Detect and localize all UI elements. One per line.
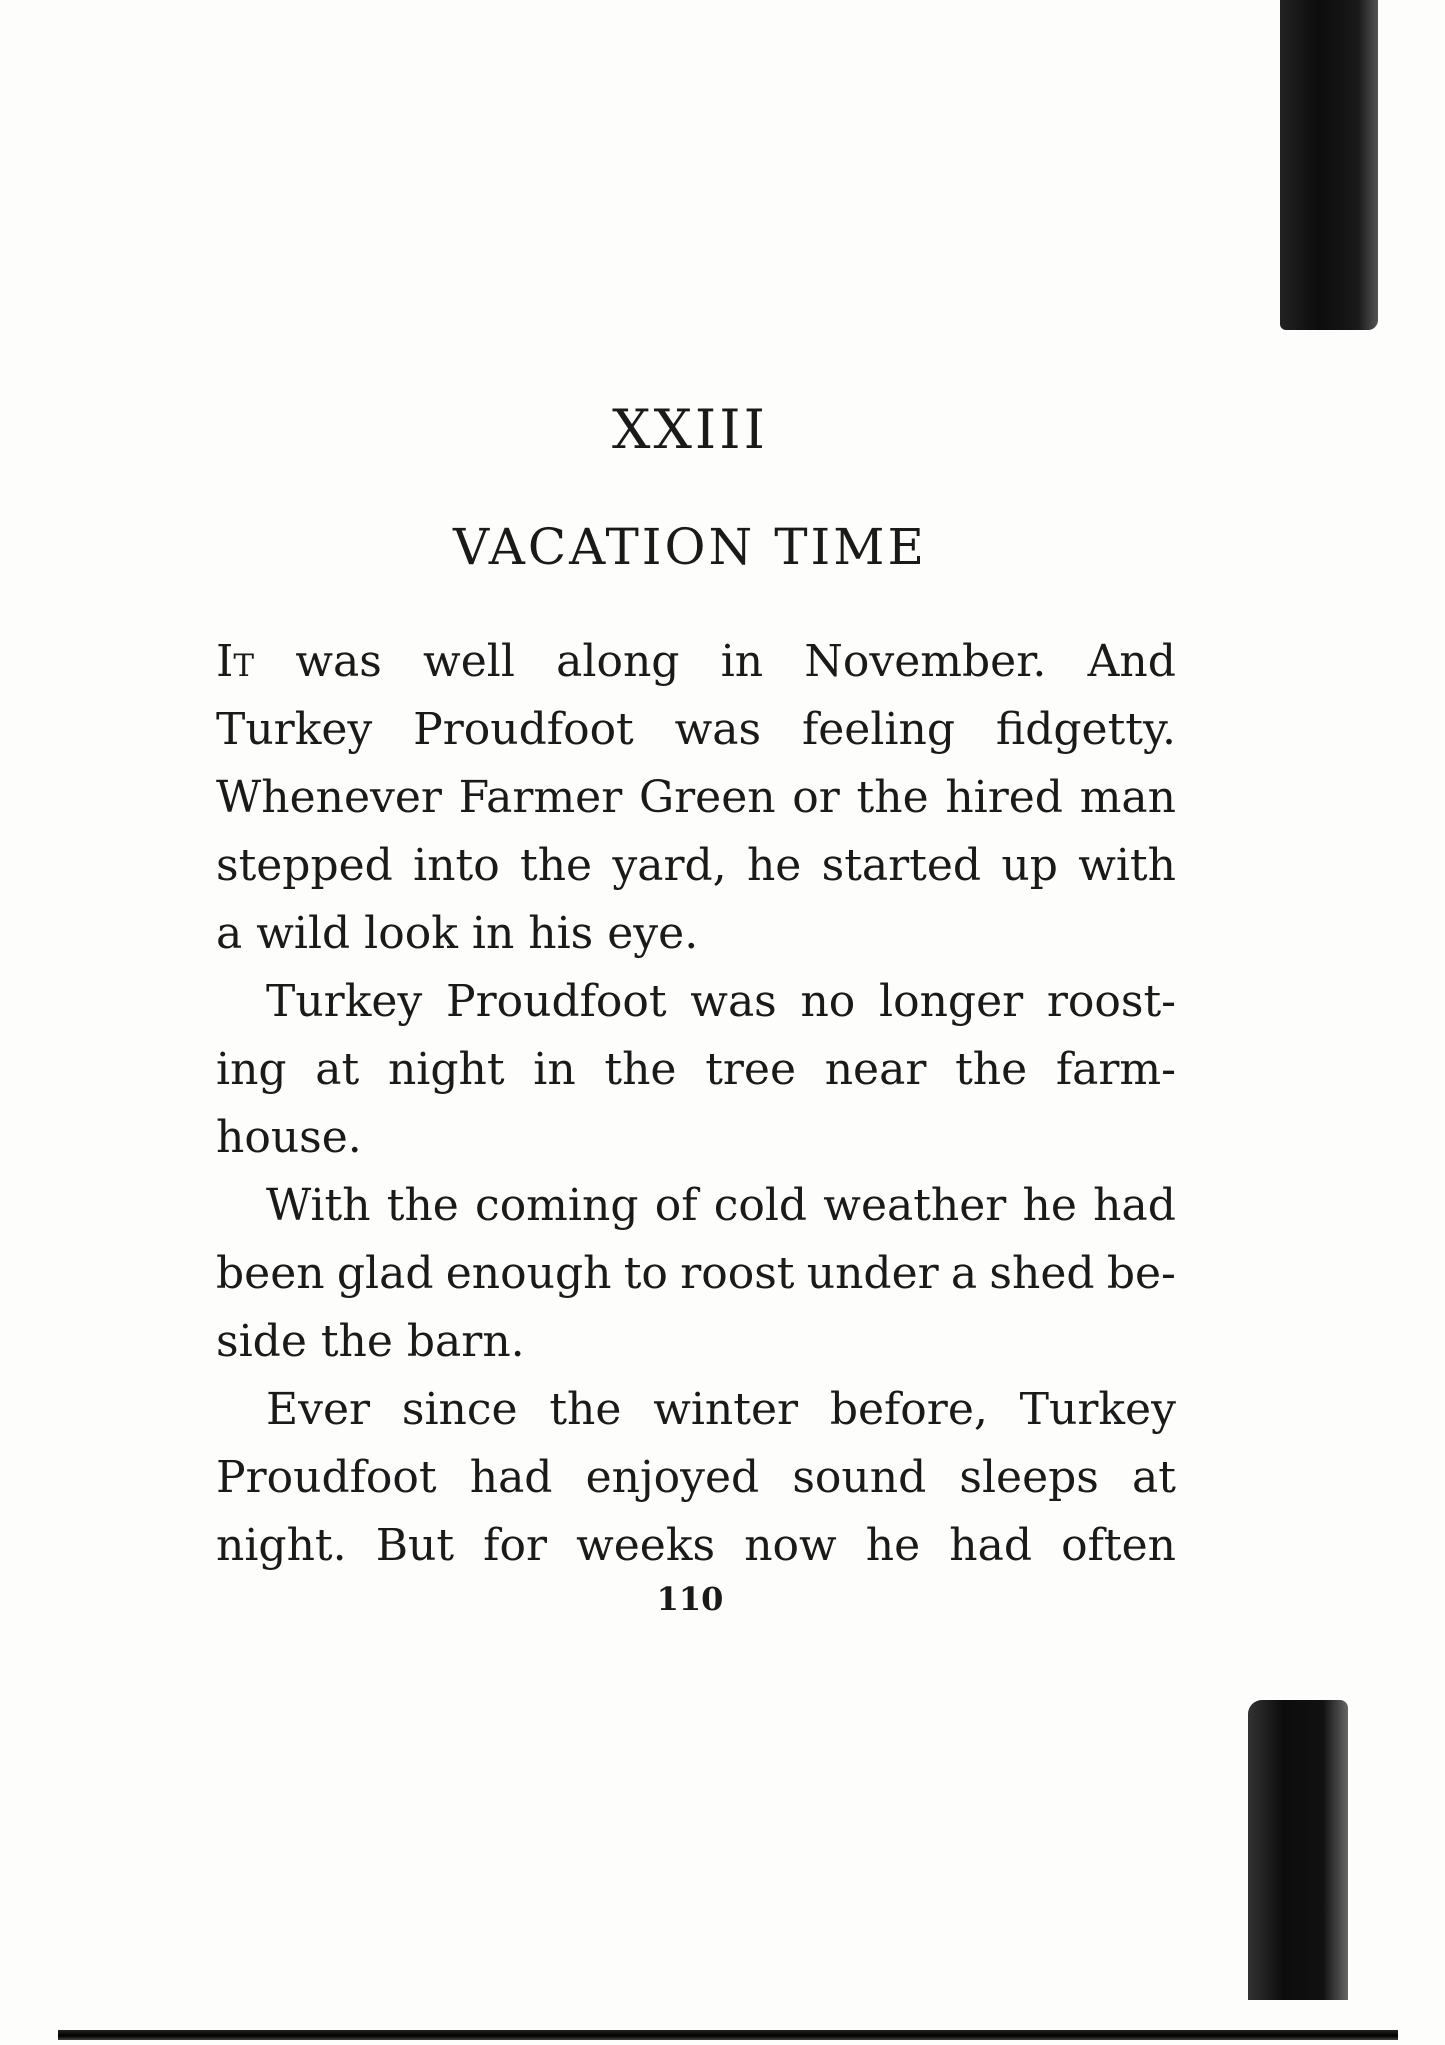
word: or [792,772,840,823]
paragraph [216,1172,1176,1376]
text-line [216,764,1176,832]
word: the [955,1044,1028,1095]
word: And [1087,636,1176,687]
word: ing [216,1044,287,1095]
word: into [413,840,500,891]
word: enough [445,1248,612,1299]
word: in [533,1044,576,1095]
word: now [744,1520,837,1571]
word: cold [713,1180,808,1231]
word: had [1093,1180,1176,1231]
word: Turkey [266,976,423,1027]
word: Green [638,772,776,823]
word: night [387,1044,505,1095]
word: With [266,1180,371,1231]
text-line [216,1036,1176,1104]
word: coming [475,1180,639,1231]
word: shed [989,1248,1095,1299]
page-number: 110 [656,1580,724,1618]
word: Turkey [1019,1384,1176,1435]
word: stepped [216,840,393,891]
text-line [216,1172,1176,1240]
word: the [386,1180,459,1231]
paragraph [216,628,1176,968]
word: for [483,1520,547,1571]
word: yard, [612,840,727,891]
word: the [549,1384,622,1435]
word: man [1079,772,1176,823]
word: of [654,1180,698,1231]
text-line [216,968,1176,1036]
word: roost- [1046,976,1176,1027]
word: well [423,636,515,687]
text-line [216,696,1176,764]
word: since [401,1384,518,1435]
word: roost [680,1248,795,1299]
word: at [315,1044,360,1095]
word: the [520,840,593,891]
word: fidgetty. [995,704,1176,755]
word: with [1078,840,1176,891]
word: But [375,1520,455,1571]
text-line: a wild look in his eye. [216,908,699,959]
text-line [216,1240,1176,1308]
word: was [690,976,777,1027]
word: farm- [1055,1044,1176,1095]
word: sound [792,1452,927,1503]
word: the [604,1044,677,1095]
word: often [1061,1520,1176,1571]
word: enjoyed [585,1452,760,1503]
word: longer [879,976,1024,1027]
word: under [806,1248,939,1299]
word: he [865,1520,921,1571]
scan-edge-shadow-bottom [1248,1700,1348,2000]
word: night. [216,1520,347,1571]
word: been [216,1248,325,1299]
word: Proudfoot [216,1452,437,1503]
text-line [216,1444,1176,1512]
word: at [1132,1452,1176,1503]
word: weeks [576,1520,716,1571]
word: no [800,976,856,1027]
word: to [623,1248,668,1299]
word: up [1001,840,1058,891]
word: feeling [801,704,955,755]
word: Whenever [216,772,442,823]
word: weather [823,1180,1007,1231]
text-line: house. [216,1112,362,1163]
word: Ever [266,1384,371,1435]
word: had [469,1452,553,1503]
word: before, [829,1384,988,1435]
word: sleeps [959,1452,1099,1503]
word: had [949,1520,1033,1571]
word: along [556,636,680,687]
body-text [216,628,1176,1580]
chapter-title: VACATION TIME [453,518,927,576]
word: Farmer [458,772,623,823]
text-line [216,1512,1176,1580]
word: the [856,772,929,823]
word: he [1022,1180,1077,1231]
word: Turkey [216,704,373,755]
paragraph [216,968,1176,1172]
word: was [674,704,762,755]
chapter-number: XXIII [612,398,768,461]
word: near [824,1044,927,1095]
word: glad [336,1248,434,1299]
word: winter [653,1384,799,1435]
scan-bottom-edge [58,2030,1398,2040]
text-line: side the barn. [216,1316,525,1367]
text-line [216,1376,1176,1444]
scan-edge-shadow-top [1280,0,1378,330]
word: was [295,636,382,687]
word: he [746,840,802,891]
word: in [720,636,764,687]
text-line [216,628,1176,696]
word: November. [804,636,1047,687]
text-line [216,832,1176,900]
word: a [950,1248,978,1299]
word: hired [945,772,1063,823]
word: be- [1106,1248,1176,1299]
word: started [821,840,982,891]
paragraph [216,1376,1176,1580]
word: It [216,636,255,687]
word: tree [705,1044,796,1095]
word: Proudfoot [413,704,634,755]
word: Proudfoot [445,976,667,1027]
